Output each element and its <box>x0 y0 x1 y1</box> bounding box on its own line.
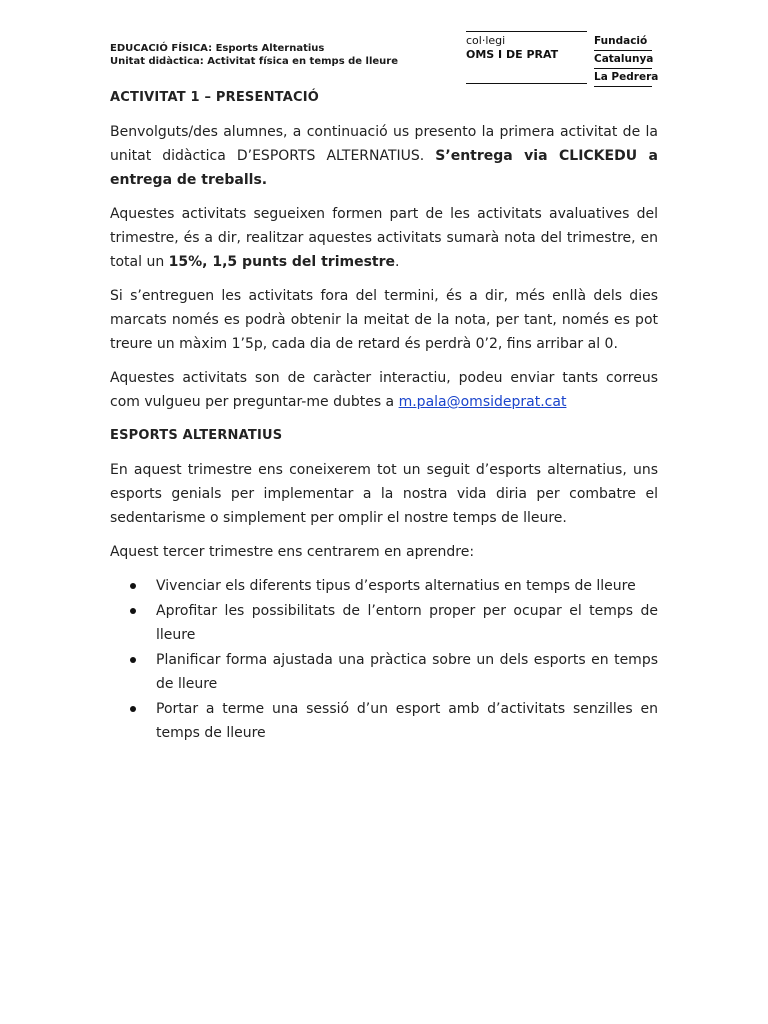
list-item <box>110 574 658 598</box>
evaluation-bold-text: 15%, 1,5 punts del trimestre <box>168 254 395 270</box>
subject-label: EDUCACIÓ FÍSICA: Esports Alternatius <box>110 43 325 54</box>
objective-text: Planificar forma ajustada una pràctica sobre un dels esports en temps de lleure <box>156 652 658 692</box>
section-title: ESPORTS ALTERNATIUS <box>110 428 283 443</box>
logo-bottom-rule <box>466 83 587 84</box>
intro-text: Benvolguts/des alumnes, a continuació us presento la primera activitat de la unitat didàctica D’ESPORTS ALTERNATIUS. <box>110 124 658 164</box>
late-policy-paragraph: Si s’entreguen les activitats fora del termini, és a dir, més enllà dels dies marcats només es podrà obtenir la meitat de la nota, per tant, només es pot treure un màxim 1’5p, cada dia de retard és perdrà 0’2, fins arribar al 0. <box>110 288 658 352</box>
objectives-intro: Aquest tercer trimestre ens centrarem en aprendre: <box>110 544 475 560</box>
intro-paragraph <box>110 120 658 192</box>
list-item <box>110 648 658 696</box>
contact-text: Aquestes activitats son de caràcter interactiu, podeu enviar tants correus com vulgueu per preguntar-me dubtes a <box>110 370 658 410</box>
foundation-logo <box>594 34 659 88</box>
foundation-logo-line1: Fundació <box>594 34 652 51</box>
objective-text: Portar a terme una sessió d’un esport amb d’activitats senzilles en temps de lleure <box>156 701 658 741</box>
activity-title: ACTIVITAT 1 – PRESENTACIÓ <box>110 90 319 105</box>
school-logo-line1: col·legi <box>466 34 506 47</box>
evaluation-end: . <box>395 254 400 270</box>
logo-top-rule <box>466 31 587 32</box>
school-logo-line2: OMS I DE PRAT <box>466 48 559 61</box>
unit-label: Unitat didàctica: Activitat física en temps de lleure <box>110 56 399 67</box>
document-body <box>110 86 658 746</box>
objective-text: Vivenciar els diferents tipus d’esports alternatius en temps de lleure <box>156 578 636 594</box>
objectives-list <box>110 574 658 745</box>
bullet-icon <box>130 657 136 663</box>
school-logo <box>466 31 587 84</box>
bullet-icon <box>130 706 136 712</box>
bullet-icon <box>130 608 136 614</box>
contact-paragraph <box>110 366 658 414</box>
email-link[interactable]: m.pala@omsideprat.cat <box>398 394 567 410</box>
foundation-logo-line3: La Pedrera <box>594 70 652 87</box>
document-header <box>110 42 398 68</box>
list-item <box>110 697 658 745</box>
evaluation-text: Aquestes activitats segueixen formen part de les activitats avaluatives del trimestre, és a dir, realitzar aquestes activitats sumarà nota del trimestre, en total un <box>110 206 658 270</box>
bullet-icon <box>130 583 136 589</box>
intro-bold-text: S’entrega via CLICKEDU a entrega de treballs. <box>110 148 658 188</box>
objective-text: Aprofitar les possibilitats de l’entorn proper per ocupar el temps de lleure <box>156 603 658 643</box>
list-item <box>110 599 658 647</box>
section-intro-paragraph: En aquest trimestre ens coneixerem tot un seguit d’esports alternatius, uns esports genials per implementar a la nostra vida diria per combatre el sedentarisme o simplement per omplir el nostre temps de lleure. <box>110 462 658 526</box>
evaluation-paragraph <box>110 202 658 274</box>
foundation-logo-line2: Catalunya <box>594 52 652 69</box>
